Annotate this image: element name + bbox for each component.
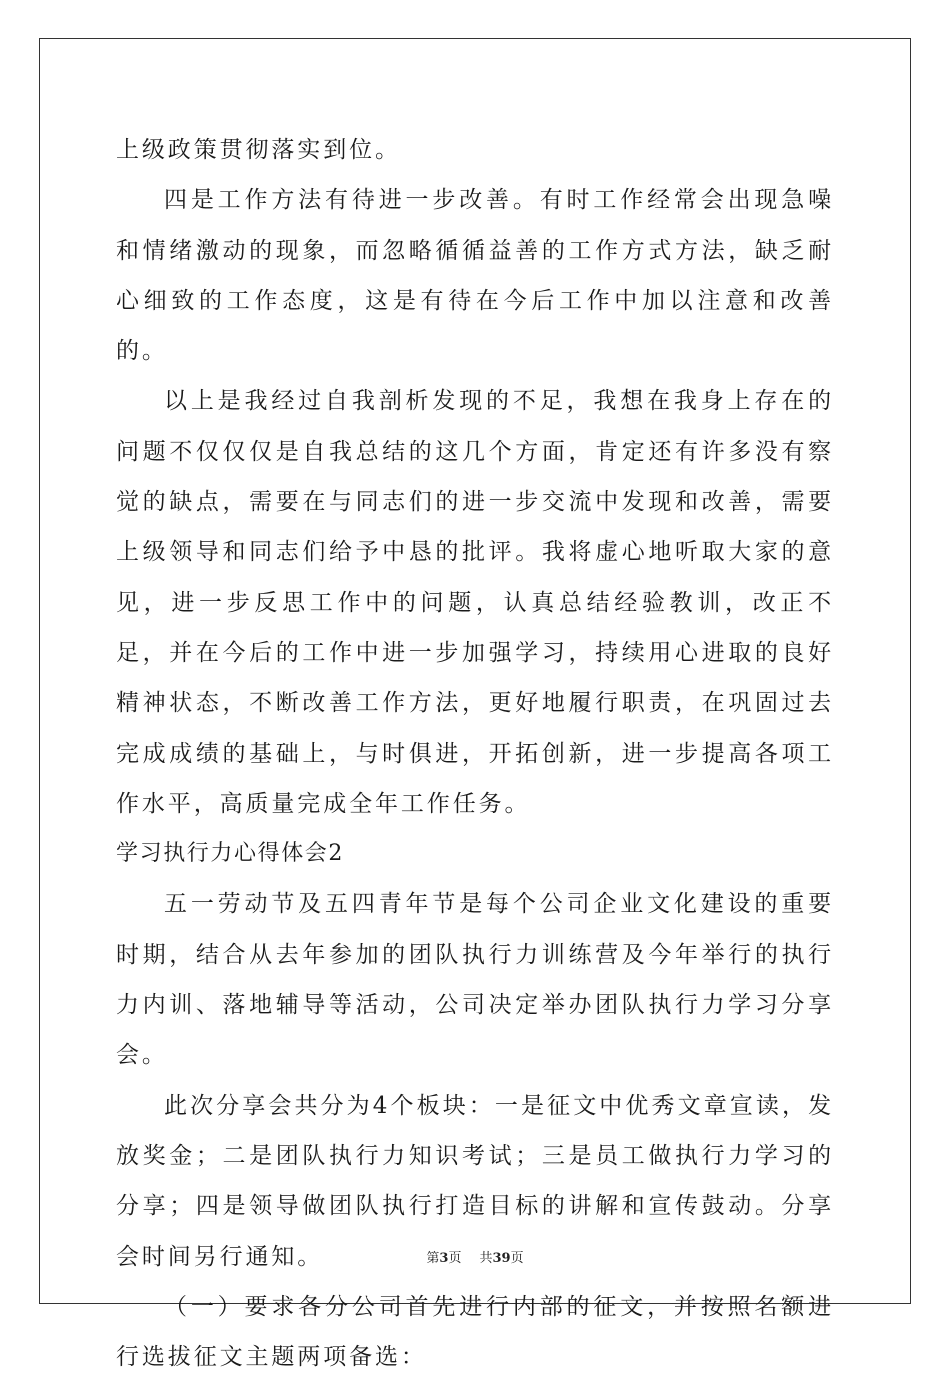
paragraph: 四是工作方法有待进一步改善。有时工作经常会出现急噪和情绪激动的现象，而忽略循循益善的工作方式方法，缺乏耐心细致的工作态度，这是有待在今后工作中加以注意和改善的。 (116, 187, 834, 365)
page-current: 3 (439, 1251, 449, 1266)
page-suffix: 页 (448, 1251, 462, 1266)
total-prefix: 共 (479, 1251, 493, 1266)
paragraph: 上级政策贯彻落实到位。 (116, 137, 401, 163)
paragraph: 此次分享会共分为4个板块：一是征文中优秀文章宣读，发放奖金；二是团队执行力知识考试；三是员工做执行力学习的分享；四是领导做团队执行打造目标的讲解和宣传鼓动。分享会时间另行通知。 (116, 1092, 834, 1270)
document-body (116, 125, 834, 1382)
section-heading: 学习执行力心得体会2 (116, 841, 344, 867)
paragraph: （一）要求各分公司首先进行内部的征文，并按照名额进行选拔征文主题两项备选： (116, 1293, 834, 1371)
page-prefix: 第 (426, 1251, 440, 1266)
paragraph: 以上是我经过自我剖析发现的不足，我想在我身上存在的问题不仅仅仅是自我总结的这几个方面，肯定还有许多没有察觉的缺点，需要在与同志们的进一步交流中发现和改善，需要上级领导和同志们给予中恳的批评。我将虚心地听取大家的意见，进一步反思工作中的问题，认真总结经验教训，改正不足，并在今后的工作中进一步加强学习，持续用心进取的良好精神状态，不断改善工作方法，更好地履行职责，在巩固过去完成成绩的基础上，与时俱进，开拓创新，进一步提高各项工作水平，高质量完成全年工作任务。 (116, 388, 834, 817)
page-footer (0, 1247, 950, 1266)
total-suffix: 页 (510, 1251, 524, 1266)
page-total: 39 (492, 1251, 511, 1266)
paragraph: 五一劳动节及五四青年节是每个公司企业文化建设的重要时期，结合从去年参加的团队执行力训练营及今年举行的执行力内训、落地辅导等活动，公司决定举办团队执行力学习分享会。 (116, 891, 834, 1069)
